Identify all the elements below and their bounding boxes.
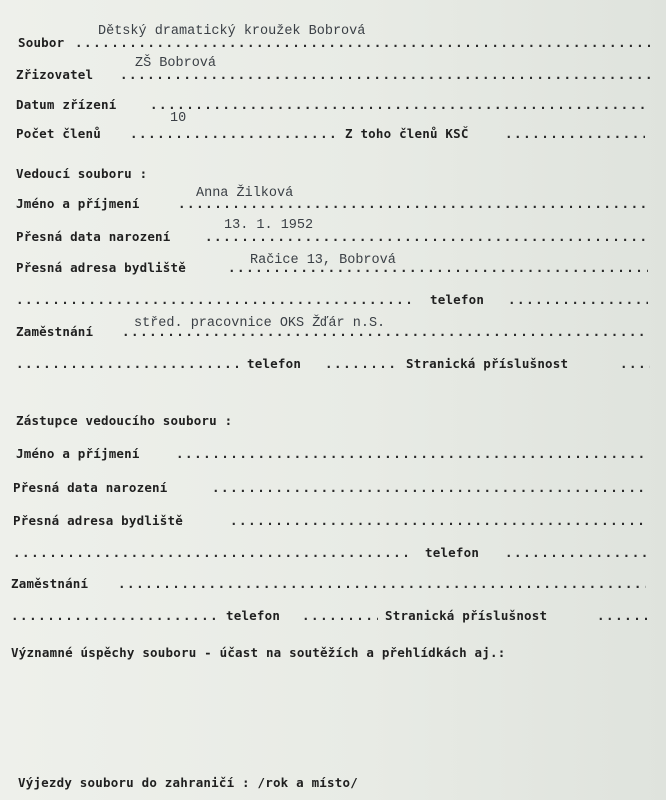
dotted-leader — [620, 356, 650, 371]
dotted-leader — [597, 608, 647, 623]
uspechy-label: Významné úspěchy souboru - účast na soutěžích a přehlídkách aj.: — [11, 645, 506, 660]
zastupce-telefon-label: telefon — [425, 545, 480, 560]
vedouci-telefon2-label: telefon — [247, 356, 302, 371]
pocet-label: Počet členů — [16, 126, 101, 141]
datum-row — [0, 97, 666, 117]
vedouci-heading: Vedoucí souboru : — [16, 166, 148, 181]
vedouci-jmeno-row — [0, 196, 666, 216]
vedouci-jmeno-value: Anna Žilková — [196, 186, 294, 201]
vedouci-zamestnani-value: střed. pracovnice OKS Žďár n.S. — [134, 316, 386, 331]
dotted-leader — [150, 97, 648, 112]
vedouci-jmeno-label: Jméno a příjmení — [16, 196, 140, 211]
dotted-leader — [508, 292, 648, 307]
vedouci-telefon-row — [0, 292, 666, 312]
zastupce-heading-row — [0, 413, 666, 433]
zastupce-data-label: Přesná data narození — [13, 480, 168, 495]
vedouci-heading-row — [0, 166, 666, 186]
vedouci-stranicka-row — [0, 356, 666, 376]
dotted-leader — [212, 480, 646, 495]
vedouci-adresa-value: Račice 13, Bobrová — [250, 253, 396, 268]
dotted-leader — [16, 292, 416, 307]
zastupce-stranicka-row — [0, 608, 666, 628]
vedouci-zamestnani-label: Zaměstnání — [16, 324, 94, 339]
dotted-leader — [505, 545, 646, 560]
zastupce-zamestnani-label: Zaměstnání — [11, 576, 89, 591]
vedouci-data-row — [0, 229, 666, 249]
vedouci-data-label: Přesná data narození — [16, 229, 171, 244]
vyjezdy-label: Výjezdy souboru do zahraničí : /rok a místo/ — [18, 775, 358, 790]
zrizovatel-row — [0, 67, 666, 87]
datum-label: Datum zřízení — [16, 97, 117, 112]
zrizovatel-label: Zřizovatel — [16, 67, 94, 82]
zastupce-heading: Zástupce vedoucího souboru : — [16, 413, 233, 428]
dotted-leader — [176, 446, 646, 461]
dotted-leader — [130, 126, 335, 141]
vedouci-stranicka-label: Stranická příslušnost — [406, 356, 569, 371]
zastupce-zamestnani-row — [0, 576, 666, 596]
pocet-row — [0, 126, 666, 146]
z-toho-label: Z toho členů KSČ — [345, 126, 469, 141]
zastupce-adresa-label: Přesná adresa bydliště — [13, 513, 183, 528]
zastupce-telefon-row — [0, 545, 666, 565]
vedouci-data-value: 13. 1. 1952 — [224, 218, 314, 233]
zrizovatel-value: ZŠ Bobrová — [135, 56, 217, 71]
vedouci-telefon-label: telefon — [430, 292, 485, 307]
dotted-leader — [505, 126, 645, 141]
dotted-leader — [118, 576, 646, 591]
dotted-leader — [16, 356, 238, 371]
dotted-leader — [230, 513, 646, 528]
zastupce-jmeno-label: Jméno a příjmení — [16, 446, 140, 461]
dotted-leader — [302, 608, 378, 623]
pocet-value: 10 — [170, 111, 187, 126]
zastupce-jmeno-row — [0, 446, 666, 466]
vedouci-adresa-label: Přesná adresa bydliště — [16, 260, 186, 275]
dotted-leader — [13, 545, 413, 560]
soubor-label: Soubor — [18, 35, 65, 50]
dotted-leader — [325, 356, 398, 371]
zastupce-telefon2-label: telefon — [226, 608, 281, 623]
zastupce-stranicka-label: Stranická příslušnost — [385, 608, 548, 623]
dotted-leader — [11, 608, 216, 623]
uspechy-row — [0, 645, 666, 665]
zastupce-data-row — [0, 480, 666, 500]
soubor-value: Dětský dramatický kroužek Bobrová — [98, 24, 366, 39]
zastupce-adresa-row — [0, 513, 666, 533]
vyjezdy-row — [0, 775, 666, 795]
